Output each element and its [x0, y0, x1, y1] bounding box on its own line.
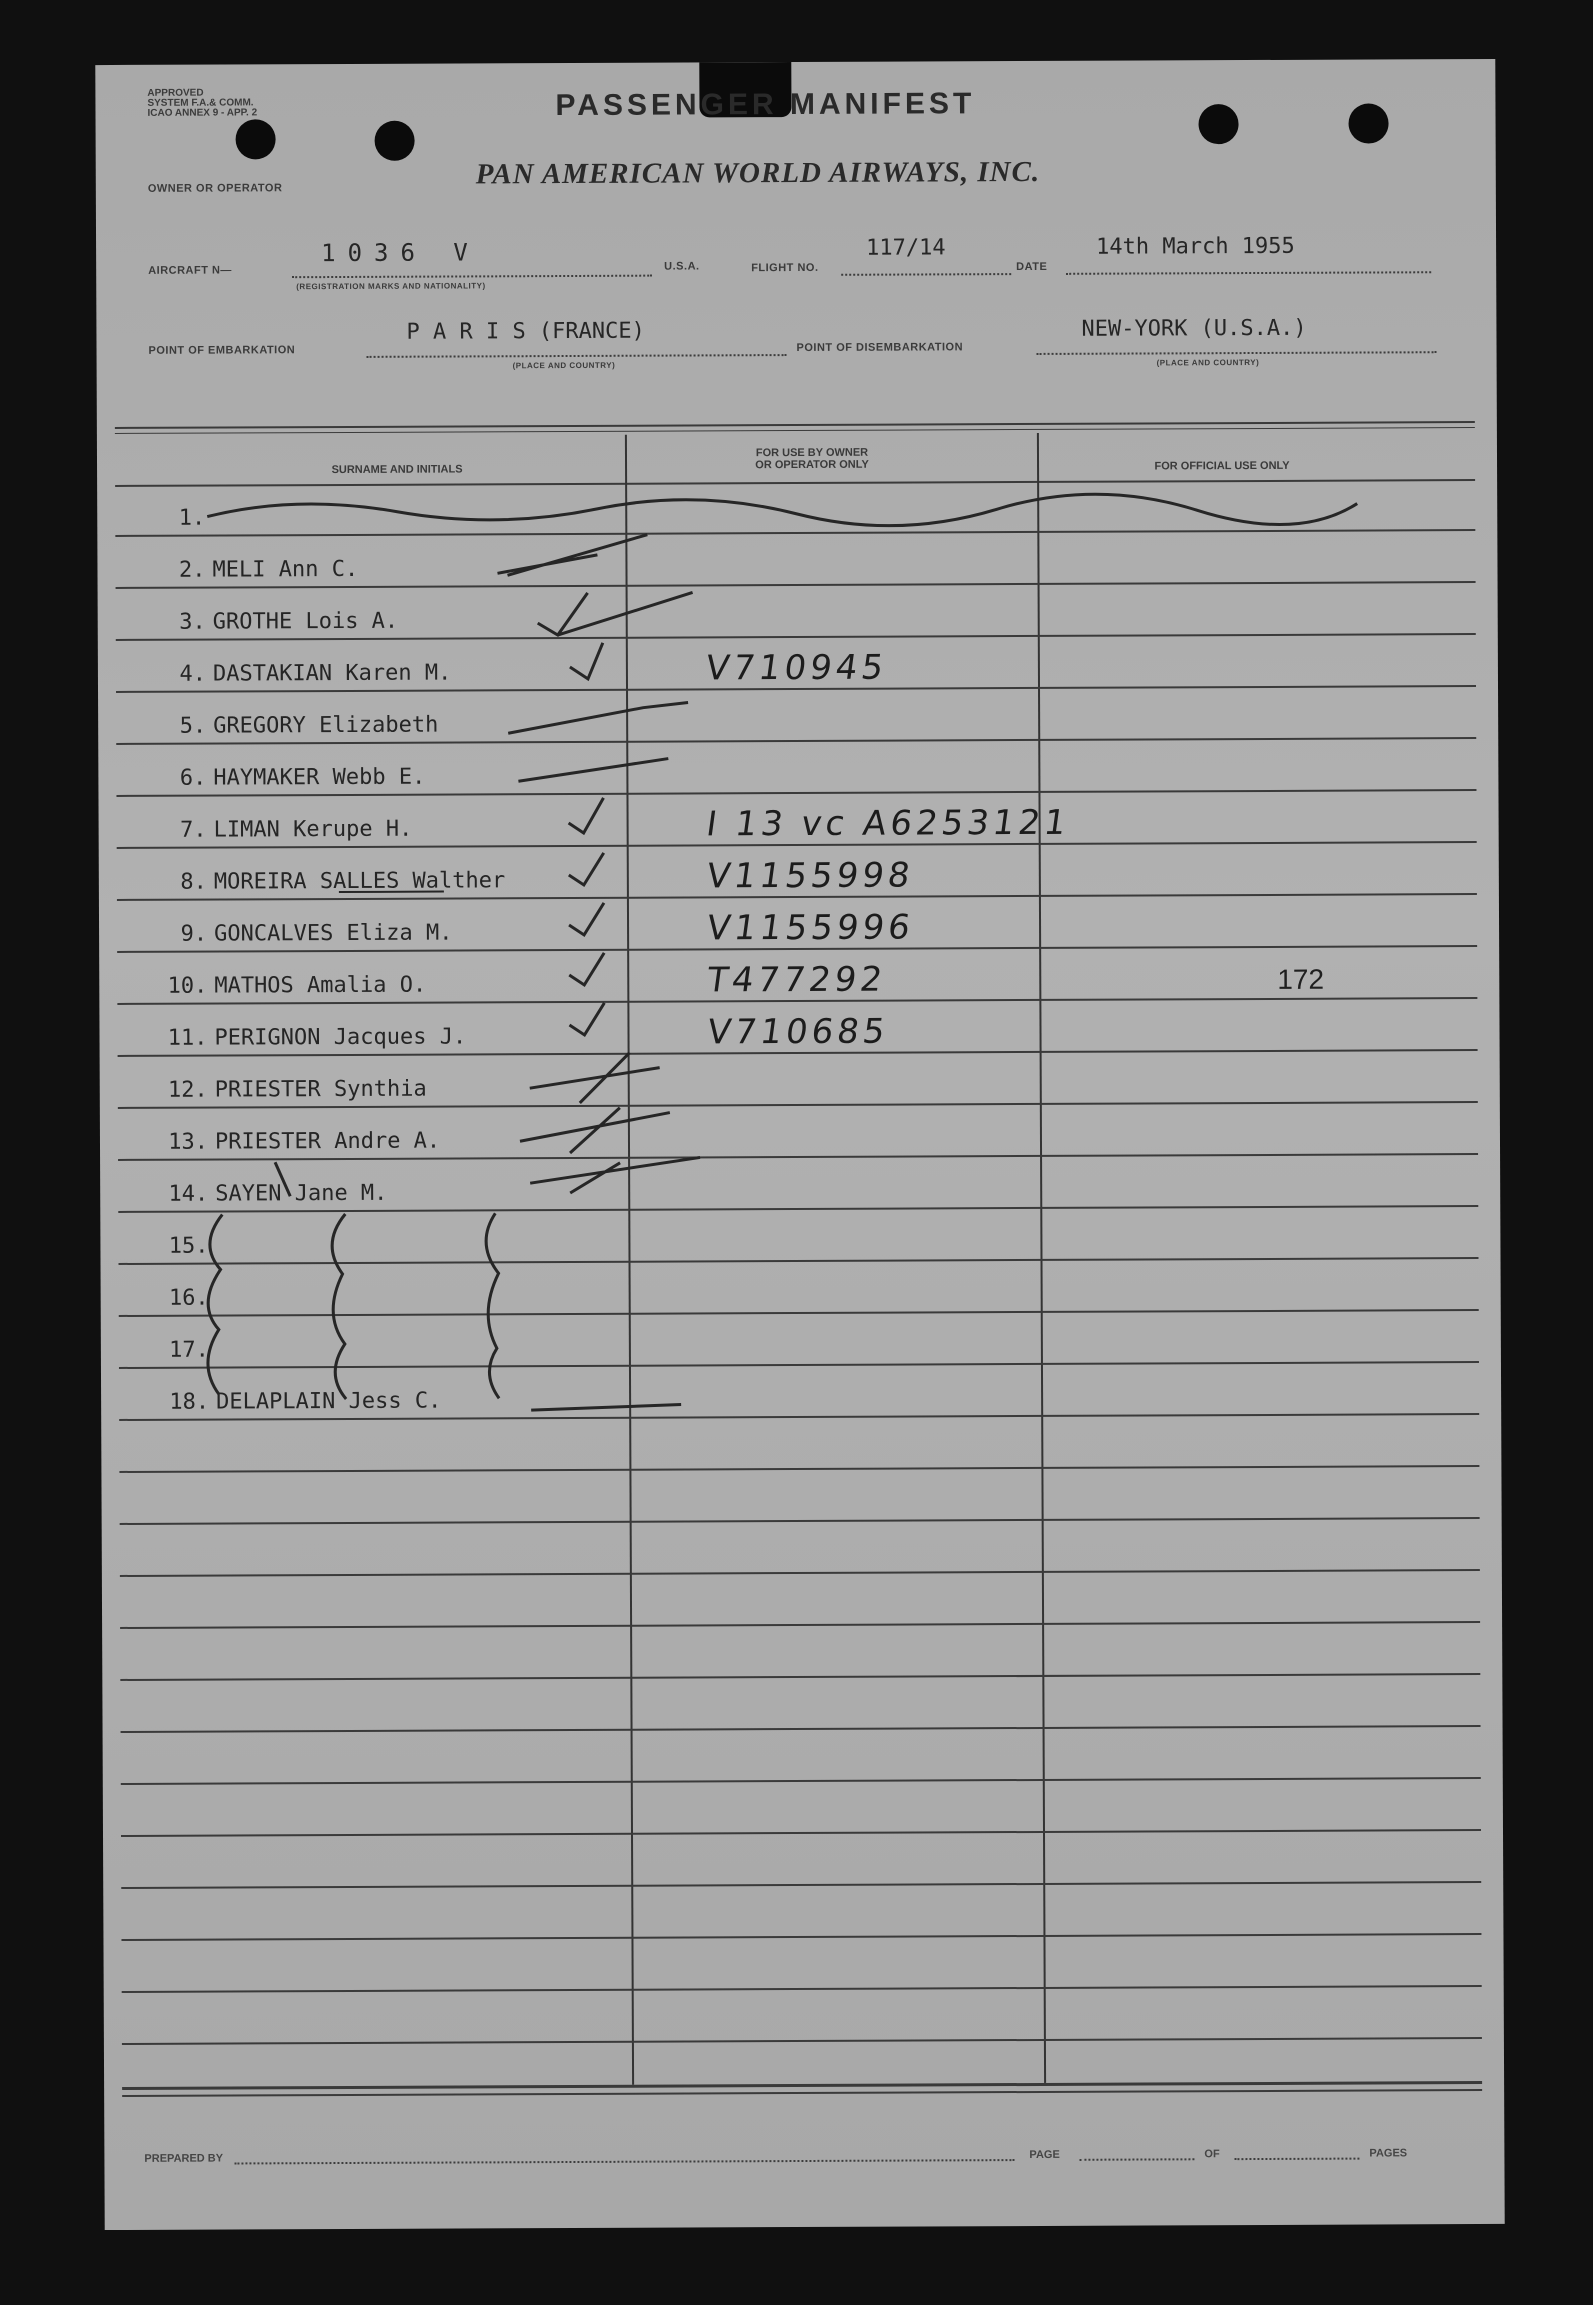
date-label: DATE	[1016, 260, 1048, 274]
passenger-name: MOREIRA SALLES Walther	[213, 868, 506, 895]
row-number: 9.	[180, 921, 208, 947]
check-mark-row-14	[530, 1157, 700, 1193]
row-number: 7.	[180, 817, 207, 843]
place-caption: (PLACE AND COUNTRY)	[512, 360, 616, 371]
flight-label: FLIGHT NO.	[751, 261, 819, 275]
operator-note: V1155996	[704, 907, 917, 949]
flight-number: 117/14	[866, 235, 946, 261]
row-number: 3.	[179, 609, 206, 635]
row-number: 11.	[167, 1025, 208, 1051]
manifest-sheet	[95, 59, 1504, 2230]
row-number: 4.	[179, 661, 206, 687]
usa-label: U.S.A.	[664, 260, 700, 273]
passenger-name: SAYEN Jane M.	[215, 1180, 388, 1207]
brace-column-3	[486, 1213, 499, 1398]
check-mark-row-10	[569, 953, 604, 985]
row-number: 10.	[167, 973, 208, 999]
aircraft-number: 1036 V	[321, 238, 480, 268]
row-number: 15.	[168, 1233, 209, 1259]
check-mark-row-6	[518, 759, 668, 782]
check-mark-row-3	[538, 592, 693, 635]
check-mark-row-11	[569, 1003, 604, 1035]
row-number: 6.	[179, 765, 207, 791]
passenger-name: GONCALVES Eliza M.	[214, 920, 453, 947]
passenger-name: DELAPLAIN Jess C.	[216, 1388, 442, 1415]
aircraft-label: AIRCRAFT N—	[148, 264, 232, 277]
row-number: 17.	[169, 1337, 209, 1363]
check-mark-row-18	[531, 1405, 681, 1411]
passenger-name: PRIESTER Andre A.	[214, 1128, 441, 1155]
row-number: 8.	[180, 869, 207, 895]
prepared-by-label: PREPARED BY	[144, 2152, 224, 2165]
of-label: OF	[1204, 2148, 1220, 2161]
operator-note: I 13 vc A6253121	[703, 802, 1073, 845]
operator-note: T477292	[704, 959, 889, 1001]
passenger-name: LIMAN Kerupe H.	[213, 816, 413, 843]
check-mark-row-7	[568, 798, 603, 833]
embarkation-value: P A R I S (FRANCE)	[406, 318, 645, 345]
check-mark-row-4	[570, 643, 603, 679]
registration-caption: (REGISTRATION MARKS AND NATIONALITY)	[296, 281, 486, 292]
check-mark-row-13	[520, 1108, 670, 1154]
page-title: PASSENGER MANIFEST	[555, 87, 976, 123]
disembarkation-value: NEW-YORK (U.S.A.)	[1081, 315, 1307, 342]
check-mark-row-5	[508, 702, 688, 733]
approval-note: APPROVED SYSTEM F.A.& COMM. ICAO ANNEX 9 - APP. 2	[147, 87, 258, 119]
place-caption-2: (PLACE AND COUNTRY)	[1156, 357, 1260, 368]
passenger-name: DASTAKIAN Karen M.	[212, 660, 452, 687]
disembarkation-label: POINT OF DISEMBARKATION	[796, 341, 964, 355]
passenger-name: GROTHE Lois A.	[212, 608, 399, 635]
owner-name: PAN AMERICAN WORLD AIRWAYS, INC.	[475, 155, 1041, 191]
passenger-name: HAYMAKER Webb E.	[213, 764, 426, 791]
strike-line-row-1	[207, 493, 1357, 529]
check-mark-row-2	[497, 535, 647, 576]
check-mark-row-8	[569, 853, 604, 885]
column-surname-header: SURNAME AND INITIALS	[331, 463, 463, 477]
owner-label: OWNER OR OPERATOR	[147, 182, 283, 195]
operator-note: V710945	[703, 647, 890, 689]
row-number: 1.	[178, 505, 206, 531]
passenger-name: MELI Ann C.	[212, 556, 359, 583]
passenger-name: GREGORY Elizabeth	[213, 712, 439, 739]
row-number: 14.	[168, 1181, 209, 1207]
operator-note: V710685	[704, 1011, 892, 1053]
page-label: PAGE	[1029, 2148, 1060, 2162]
correction-mark-sayen	[275, 1162, 290, 1196]
passenger-name: MATHOS Amalia O.	[214, 972, 427, 999]
brace-column-2	[332, 1214, 346, 1399]
handwritten-marks	[95, 59, 1504, 2230]
pages-label: PAGES	[1369, 2147, 1408, 2160]
check-mark-row-9	[569, 903, 604, 935]
row-number: 18.	[169, 1389, 210, 1415]
operator-note: V1155998	[704, 855, 917, 897]
brace-column-1	[207, 1215, 223, 1395]
date-value: 14th March 1955	[1096, 233, 1295, 260]
row-number: 16.	[168, 1285, 209, 1311]
official-note: 172	[1277, 963, 1325, 995]
embarkation-label: POINT OF EMBARKATION	[148, 344, 296, 357]
row-number: 5.	[179, 713, 207, 739]
passenger-name: PRIESTER Synthia	[214, 1076, 427, 1103]
row-number: 12.	[167, 1077, 208, 1103]
check-mark-row-12	[530, 1053, 660, 1104]
passenger-name: PERIGNON Jacques J.	[214, 1024, 467, 1051]
column-official-header: FOR OFFICIAL USE ONLY	[1154, 459, 1290, 473]
column-owner-header: FOR USE BY OWNER OR OPERATOR ONLY	[755, 446, 869, 472]
row-number: 2.	[178, 557, 206, 583]
row-number: 13.	[168, 1129, 209, 1155]
